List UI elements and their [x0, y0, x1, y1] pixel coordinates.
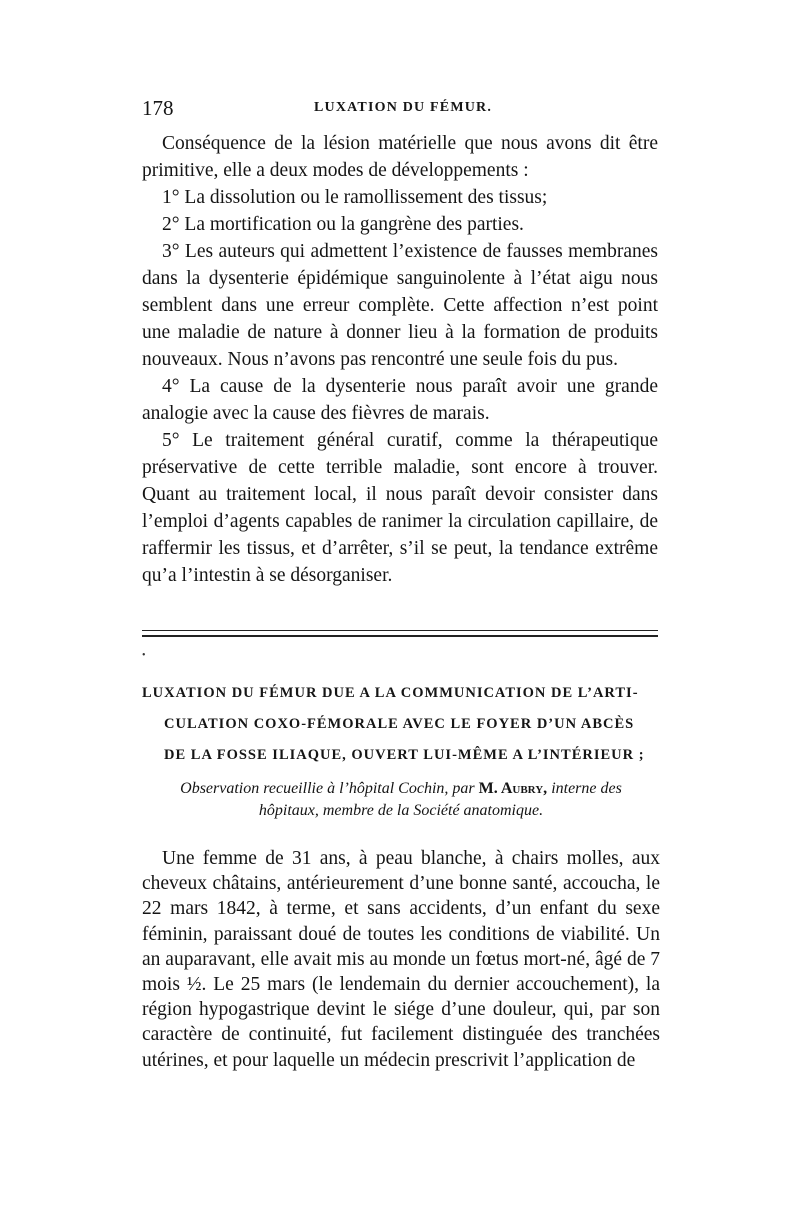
article-title-line: DE LA FOSSE ILIAQUE, OUVERT LUI-MÊME A L’INTÉRIEUR ; — [164, 747, 645, 763]
article-title-line: CULATION COXO-FÉMORALE AVEC LE FOYER D’UN ABCÈS — [164, 716, 635, 732]
observation-line-2: hôpitaux, membre de la Société anatomique. — [258, 802, 544, 819]
observation-author: M. Aubry, — [478, 780, 548, 797]
section-conclusions — [142, 130, 658, 589]
paragraph: 3° Les auteurs qui admettent l’existence de fausses membranes dans la dysenterie épidémique sanguinolente à l’état aigu nous semblent dans une erreur complète. Cette affection n’est point une maladie de nature à donner lieu à la formation de produits nouveaux. Nous n’avons pas rencontré une seule fois du pus. — [142, 241, 658, 370]
running-head — [142, 96, 662, 124]
paragraph: Une femme de 31 ans, à peau blanche, à chairs molles, aux cheveux châtains, antérieurement d’une bonne santé, accoucha, le 22 mars 1842, à terme, et sans accidents, d’un enfant du sexe féminin, paraissant doué de toutes les conditions de viabilité. Un an auparavant, elle avait mis au monde un fœtus mort-né, âgé de 7 mois ½. Le 25 mars (le lendemain du dernier accouchement), la région hypogastrique devint le siége d’une douleur, qui, par son caractère de continuité, fut facilement distinguée des tranchées utérines, et pour laquelle un médecin prescrivit l’application de — [142, 848, 660, 1071]
case-report — [142, 846, 660, 1073]
observation-line — [142, 778, 660, 800]
observation-prefix: Observation recueillie à l’hôpital Cochin, par — [180, 780, 475, 797]
paragraph: 4° La cause de la dysenterie nous paraît avoir une grande analogie avec la cause des fièvres de marais. — [142, 376, 658, 424]
running-title: LUXATION DU FÉMUR. — [314, 100, 493, 115]
observation-credit — [142, 778, 660, 822]
observation-suffix: interne des — [551, 780, 622, 797]
divider-thick-rule — [142, 635, 658, 637]
section-divider — [142, 630, 658, 637]
article-title-line: LUXATION DU FÉMUR DUE A LA COMMUNICATION DE L’ARTI- — [142, 685, 639, 701]
divider-thin-rule — [142, 630, 658, 631]
page-number: 178 — [142, 96, 174, 120]
paragraph: 2° La mortification ou la gangrène des parties. — [162, 214, 524, 235]
paragraph: 5° Le traitement général curatif, comme la thérapeutique préservative de cette terrible maladie, sont encore à trouver. Quant au traitement local, il nous paraît devoir consister dans l’emploi d’agents capables de ranimer la circulation capillaire, de raffermir les tissus, et d’arrêter, s’il se peut, la tendance extrême qu’a l’intestin à se désorganiser. — [142, 430, 658, 586]
paragraph: 1° La dissolution ou le ramollissement des tissus; — [162, 187, 548, 208]
article-title — [142, 678, 660, 771]
paragraph: Conséquence de la lésion matérielle que nous avons dit être primitive, elle a deux modes de développements : — [142, 133, 658, 181]
bullet-mark-icon: • — [142, 650, 146, 661]
